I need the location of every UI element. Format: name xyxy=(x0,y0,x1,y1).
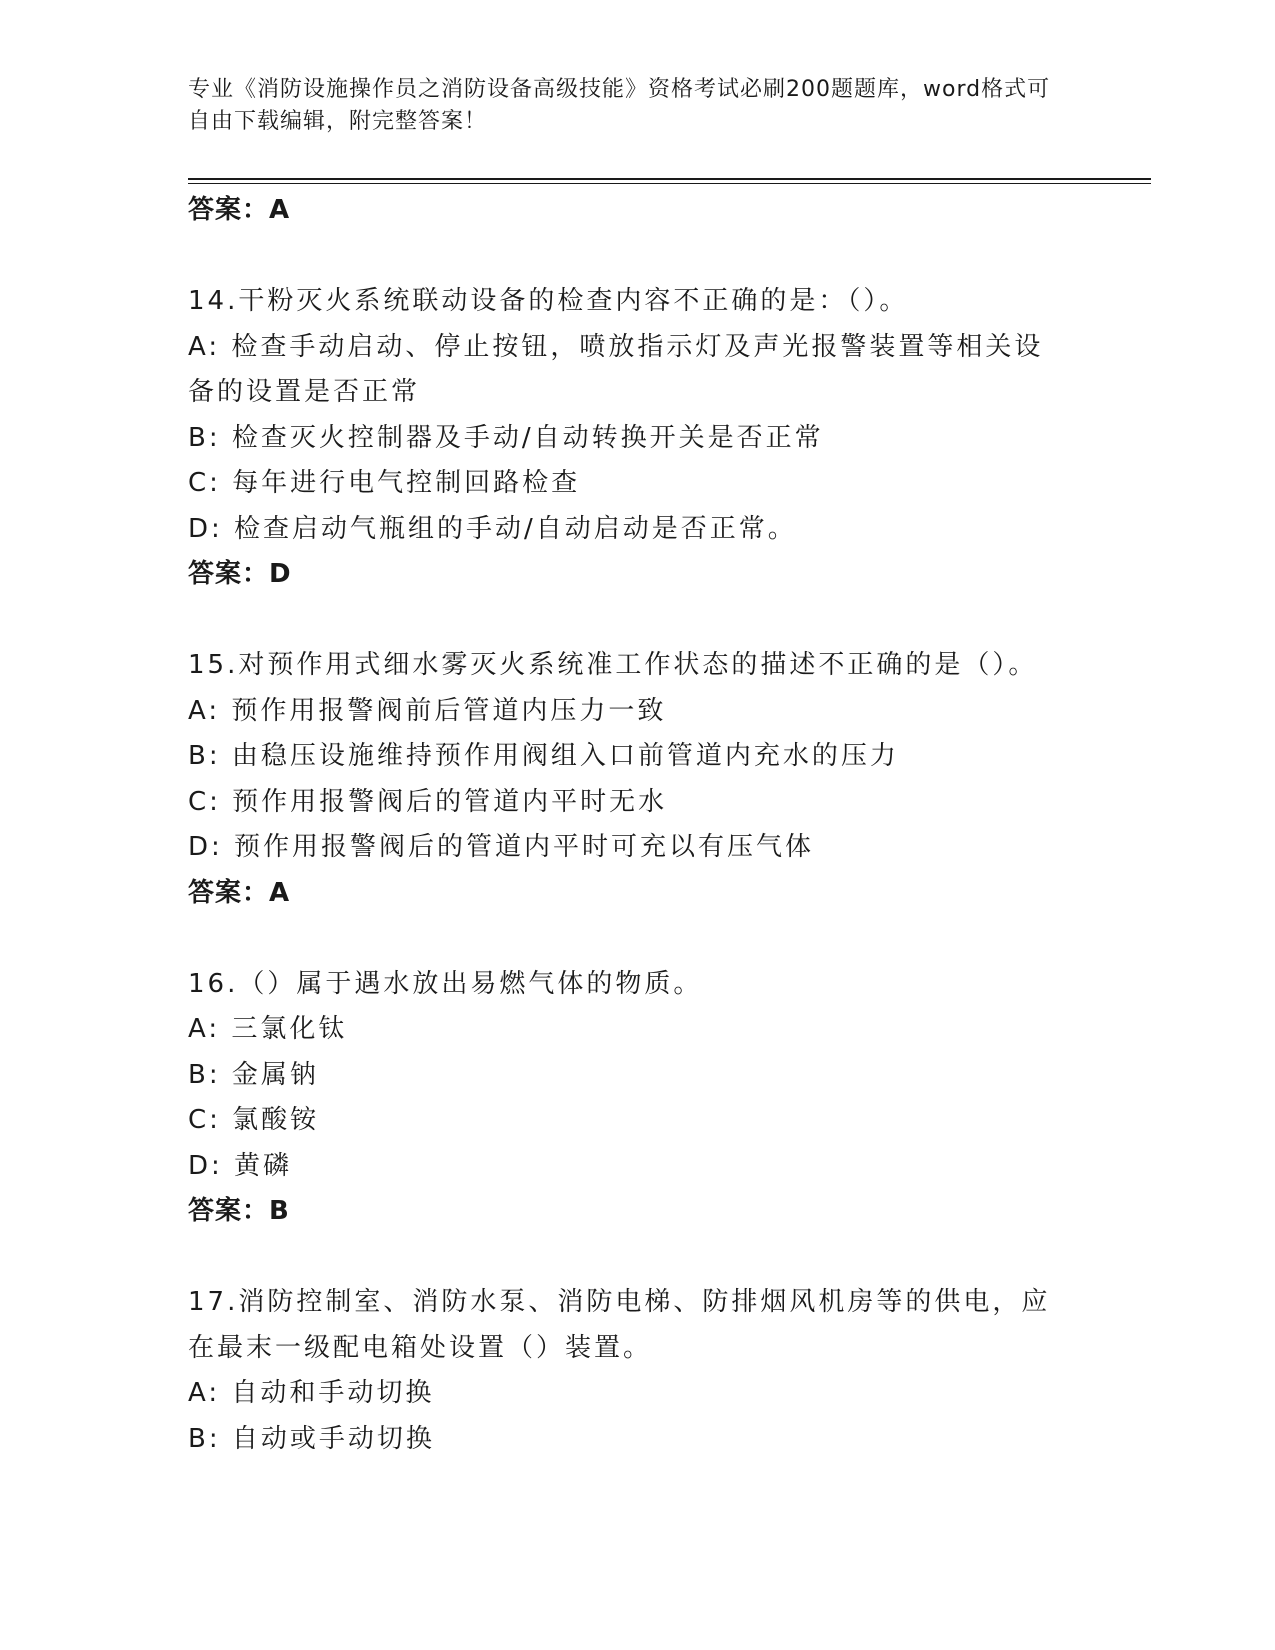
option-a: A: 预作用报警阀前后管道内压力一致 xyxy=(188,695,667,726)
question-text: 14.干粉灭火系统联动设备的检查内容不正确的是：（）。 xyxy=(188,286,909,316)
option-b: B: 金属钠 xyxy=(188,1059,319,1090)
spacer xyxy=(188,234,1068,280)
question-block xyxy=(188,962,1068,1235)
spacer xyxy=(188,1235,1068,1281)
option-a: A: 自动和手动切换 xyxy=(188,1378,435,1408)
answer-line: 答案：A xyxy=(188,195,291,225)
answer-line: 答案：A xyxy=(188,877,291,908)
spacer xyxy=(188,916,1068,962)
option-b: B: 由稳压设施维持预作用阀组入口前管道内充水的压力 xyxy=(188,741,899,771)
option-d: D: 黄磷 xyxy=(188,1150,293,1181)
option-b: B: 自动或手动切换 xyxy=(188,1423,435,1454)
option-d: D: 检查启动气瓶组的手动/自动启动是否正常。 xyxy=(188,513,797,544)
option-c: C: 预作用报警阀后的管道内平时无水 xyxy=(188,786,668,817)
document-header: 专业《消防设施操作员之消防设备高级技能》资格考试必刷200题题库，word格式可自由下载编辑，附完整答案！ xyxy=(188,77,1051,134)
answer-line: 答案：D xyxy=(188,559,292,589)
header-divider-thin xyxy=(188,183,1151,184)
header-divider xyxy=(188,178,1151,180)
question-block xyxy=(188,279,1068,598)
option-d: D: 预作用报警阀后的管道内平时可充以有压气体 xyxy=(188,832,815,862)
spacer xyxy=(188,598,1068,644)
answer-line: 答案：B xyxy=(188,1196,290,1226)
question-text: 16.（）属于遇水放出易燃气体的物质。 xyxy=(188,968,703,999)
question-block xyxy=(188,1280,1068,1462)
question-block xyxy=(188,643,1068,916)
option-b: B: 检查灭火控制器及手动/自动转换开关是否正常 xyxy=(188,422,824,453)
option-a: A: 三氯化钛 xyxy=(188,1014,348,1044)
question-list xyxy=(188,188,1068,1462)
question-text: 17.消防控制室、消防水泵、消防电梯、防排烟风机房等的供电，应在最末一级配电箱处设置（）装置。 xyxy=(188,1287,1051,1363)
option-c: C: 氯酸铵 xyxy=(188,1105,320,1135)
option-c: C: 每年进行电气控制回路检查 xyxy=(188,468,581,498)
question-text: 15.对预作用式细水雾灭火系统准工作状态的描述不正确的是（）。 xyxy=(188,650,1038,680)
option-a: A: 检查手动启动、停止按钮，喷放指示灯及声光报警装置等相关设备的设置是否正常 xyxy=(188,331,1044,407)
